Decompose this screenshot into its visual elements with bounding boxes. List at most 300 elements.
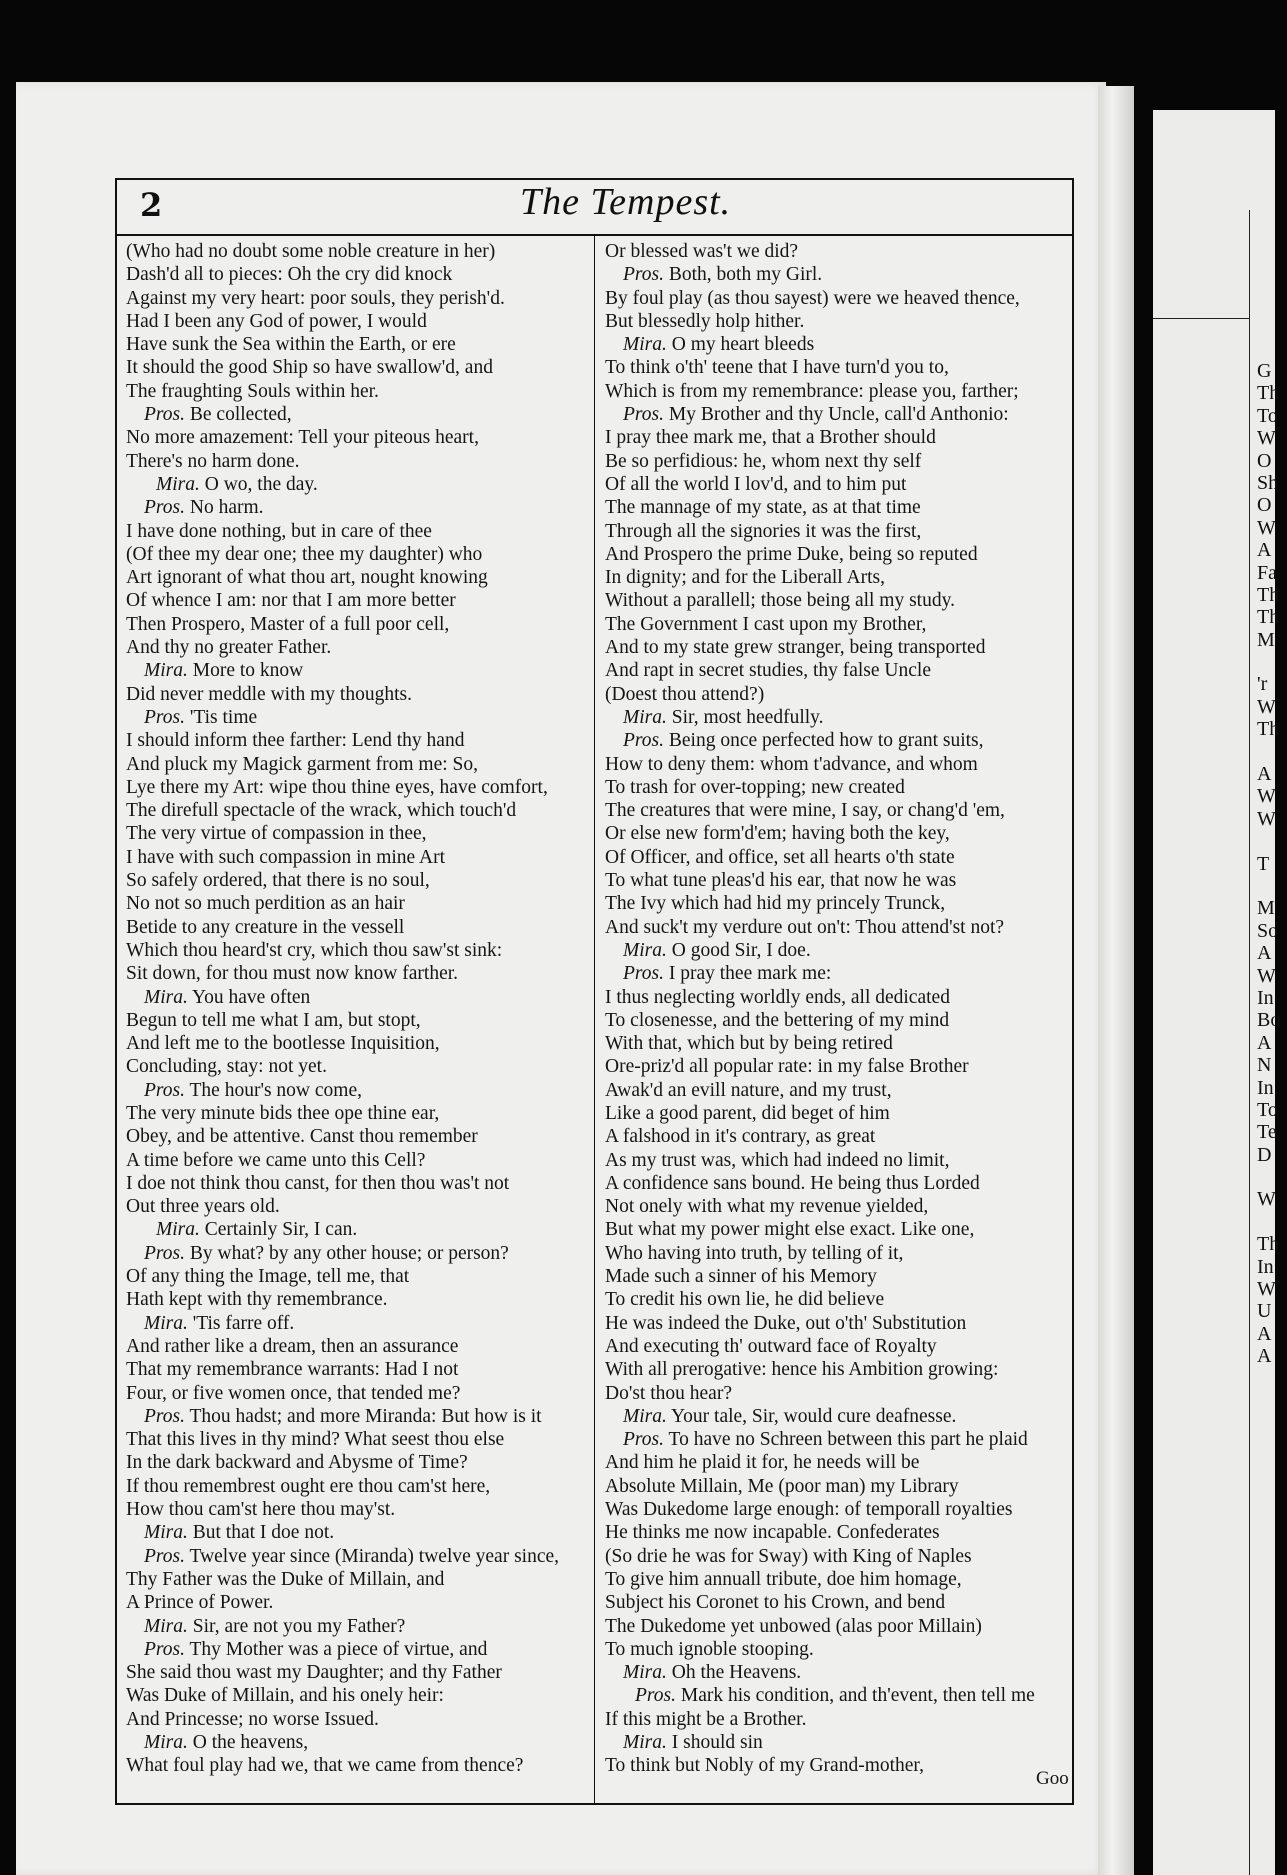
adjacent-page-fragment: In [1257,986,1274,1009]
line-text: The Government I cast upon my Brother, [605,613,927,635]
line-text: Concluding, stay: not yet. [126,1056,327,1078]
text-line [126,1545,592,1568]
speaker-name: Pros. [144,1545,185,1567]
text-line [605,1521,1071,1544]
text-line [605,1195,1071,1218]
line-text: Not onely with what my revenue yielded, [605,1196,929,1218]
speaker-name: Pros. [635,1685,676,1707]
adjacent-page-fragment: Th [1257,718,1280,741]
line-text: Lye there my Art: wipe thou thine eyes, have comfort, [126,776,548,798]
line-text: O wo, the day. [199,473,318,495]
page-number: 2 [140,186,163,224]
adjacent-page-fragment: M [1257,897,1275,920]
text-line [126,1521,592,1544]
line-text: Or blessed was't we did? [605,241,799,262]
line-text: In the dark backward and Abysme of Time? [126,1452,468,1474]
line-text: The mannage of my state, as at that time [605,497,921,519]
line-text: A Prince of Power. [126,1592,274,1614]
text-line [126,1428,592,1451]
text-line [605,683,1071,706]
text-line [605,287,1071,310]
text-line [605,1102,1071,1125]
line-text: The very virtue of compassion in thee, [126,823,427,845]
text-line [605,846,1071,869]
line-text: And thy no greater Father. [126,637,332,659]
text-line [605,1032,1071,1055]
text-line [126,1731,592,1754]
line-text: To have no Schreen between this part he plaid [664,1429,1028,1451]
adjacent-page-fragment: M [1257,628,1275,651]
text-line [126,589,592,612]
text-line [126,1661,592,1684]
line-text: Ore-priz'd all popular rate: in my false Brother [605,1056,969,1078]
catchword: Goo [1036,1768,1069,1789]
text-line [605,1265,1071,1288]
running-title: The Tempest. [520,181,732,223]
line-text: Of any thing the Image, tell me, that [126,1266,410,1288]
text-line [605,1498,1071,1521]
text-line [605,1335,1071,1358]
text-line [126,473,592,496]
line-text: Dash'd all to pieces: Oh the cry did knock [126,264,453,286]
line-text: And rather like a dream, then an assurance [126,1335,459,1357]
text-line [126,1009,592,1032]
adjacent-page-fragment: To [1257,1098,1278,1121]
line-text: She said thou wast my Daughter; and thy Father [126,1662,502,1684]
text-line [605,659,1071,682]
line-text: My Brother and thy Uncle, call'd Anthonio: [664,404,1009,426]
adjacent-page-fragment: A [1257,1322,1272,1345]
line-text: Which thou heard'st cry, which thou saw'st sink: [126,939,503,961]
line-text: Sir, are not you my Father? [187,1615,406,1637]
text-line [605,1684,1071,1707]
text-line [126,263,592,286]
line-text: There's no harm done. [126,450,300,472]
line-text: Was Dukedome large enough: of temporall royalties [605,1499,1013,1521]
line-text: O my heart bleeds [666,334,815,356]
adjacent-page-fragment: Bo [1257,1009,1281,1032]
text-line [126,1218,592,1241]
text-line [126,776,592,799]
line-text: And him he plaid it for, he needs will be [605,1452,920,1474]
line-text: Sit down, for thou must now know farther. [126,963,459,985]
text-line [126,636,592,659]
adjacent-page-fragment [1257,741,1287,763]
adjacent-page-fragment: U [1257,1300,1272,1323]
text-line [126,380,592,403]
line-text: O the heavens, [187,1732,309,1753]
line-text: And Princesse; no worse Issued. [126,1708,379,1730]
line-text: (Who had no doubt some noble creature in her) [126,241,496,262]
text-line [126,1265,592,1288]
speaker-name: Mira. [144,660,188,682]
text-line [605,776,1071,799]
text-line [605,520,1071,543]
speaker-name: Pros. [623,264,664,286]
line-text: The hour's now come, [185,1079,362,1101]
text-line [126,1754,592,1777]
text-line [605,1545,1071,1568]
adjacent-page-fragment: W [1257,695,1276,718]
text-line [126,869,592,892]
speaker-name: Mira. [623,939,667,961]
line-text: No more amazement: Tell your piteous heart, [126,427,479,449]
line-text: How thou cam'st here thou may'st. [126,1499,396,1521]
text-line [126,1591,592,1614]
text-line [126,1684,592,1707]
adjacent-page-fragment: A [1257,1031,1272,1054]
line-text: I should inform thee farther: Lend thy hand [126,730,465,752]
line-text: If this might be a Brother. [605,1708,807,1730]
text-line [126,729,592,752]
speaker-name: Pros. [144,497,185,519]
speaker-name: Mira. [623,1405,667,1427]
left-column [126,240,592,1778]
line-text: It should the good Ship so have swallow'd, and [126,357,493,379]
text-line [605,380,1071,403]
text-line [126,1638,592,1661]
text-line [126,846,592,869]
line-text: Did never meddle with my thoughts. [126,683,412,705]
text-line [605,1055,1071,1078]
text-line [605,496,1071,519]
line-text: To credit his own lie, he did believe [605,1289,885,1311]
text-line [605,263,1071,286]
text-line [605,356,1071,379]
adjacent-page-fragment: Th [1257,382,1280,405]
adjacent-page-text [1257,360,1287,1368]
text-line [126,426,592,449]
text-line [126,1125,592,1148]
text-line [126,986,592,1009]
adjacent-page-fragment: W [1257,427,1276,450]
text-line [126,1055,592,1078]
line-text: The very minute bids thee ope thine ear, [126,1102,440,1124]
line-text: And pluck my Magick garment from me: So, [126,753,479,775]
text-line [126,240,592,263]
line-text: Sir, most heedfully. [666,706,824,728]
speaker-name: Pros. [623,1429,664,1451]
line-text: Four, or five women once, that tended me? [126,1382,461,1404]
speaker-name: Pros. [144,1242,185,1264]
line-text: That my remembrance warrants: Had I not [126,1359,459,1381]
line-text: Or else new form'd'em; having both the key, [605,823,950,845]
text-line [605,613,1071,636]
line-text: Out three years old. [126,1196,280,1218]
line-text: Obey, and be attentive. Canst thou remember [126,1126,478,1148]
text-line [605,1125,1071,1148]
line-text: Who having into truth, by telling of it, [605,1242,904,1264]
line-text: Thy Mother was a piece of virtue, and [185,1638,488,1660]
text-line [126,659,592,682]
text-line [605,1754,1071,1777]
adjacent-page-fragment: W [1257,807,1276,830]
line-text: The creatures that were mine, I say, or chang'd 'em, [605,800,1005,822]
line-text: A time before we came unto this Cell? [126,1149,426,1171]
line-text: More to know [187,660,304,682]
text-line [126,939,592,962]
text-line [126,753,592,776]
line-text: Thou hadst; and more Miranda: But how is it [185,1405,542,1427]
line-text: Mark his condition, and th'event, then tell me [676,1685,1035,1707]
text-line [126,356,592,379]
text-line [126,566,592,589]
line-text: Oh the Heavens. [666,1662,802,1684]
adjacent-page-rule [1249,210,1250,1875]
text-line [126,706,592,729]
speaker-name: Mira. [156,473,200,495]
text-line [126,1102,592,1125]
text-line [605,1218,1071,1241]
text-line [605,473,1071,496]
text-line [605,426,1071,449]
text-line [605,1451,1071,1474]
text-line [605,1358,1071,1381]
line-text: With all prerogative: hence his Ambition growing: [605,1359,999,1381]
text-line [126,543,592,566]
adjacent-page-fragment [1257,1211,1287,1233]
adjacent-page-header-rule [1153,318,1250,319]
text-line [126,1382,592,1405]
speaker-name: Pros. [623,730,664,752]
line-text: Against my very heart: poor souls, they perish'd. [126,287,505,309]
text-line [126,520,592,543]
text-line [605,310,1071,333]
text-line [126,310,592,333]
text-line [126,1079,592,1102]
adjacent-page-fragment: Te [1257,1121,1277,1144]
speaker-name: Mira. [144,1312,188,1334]
text-line [126,822,592,845]
text-line [126,1195,592,1218]
text-line [126,1475,592,1498]
adjacent-page-fragment [1257,1166,1287,1188]
adjacent-page-fragment: In [1257,1255,1274,1278]
page-fold [1098,86,1134,1875]
text-line [126,1568,592,1591]
line-text: How to deny them: whom t'advance, and whom [605,753,978,775]
line-text: Hath kept with thy remembrance. [126,1289,388,1311]
text-line [126,1451,592,1474]
line-text: That this lives in thy mind? What seest thou else [126,1429,505,1451]
adjacent-page-fragment [1257,830,1287,852]
line-text: (Doest thou attend?) [605,683,765,705]
text-line [605,636,1071,659]
text-line [605,1731,1071,1754]
text-line [605,939,1071,962]
text-line [605,1568,1071,1591]
line-text: Of Officer, and office, set all hearts o'th state [605,846,955,868]
speaker-name: Mira. [623,706,667,728]
line-text: Begun to tell me what I am, but stopt, [126,1009,421,1031]
line-text: I pray thee mark me: [664,963,832,985]
adjacent-page-fragment: W [1257,785,1276,808]
text-line [605,543,1071,566]
line-text: Betide to any creature in the vessell [126,916,405,938]
text-line [605,822,1071,845]
adjacent-page [1153,110,1281,1875]
text-line [126,683,592,706]
line-text: If thou remembrest ought ere thou cam'st here, [126,1475,491,1497]
adjacent-page-fragment: N [1257,1054,1272,1077]
line-text: By foul play (as thou sayest) were we heaved thence, [605,287,1020,309]
adjacent-page-fragment: Th [1257,583,1280,606]
text-line [605,753,1071,776]
adjacent-page-fragment: A [1257,539,1272,562]
line-text: Being once perfected how to grant suits, [664,730,984,752]
text-line [126,1242,592,1265]
line-text: Art ignorant of what thou art, nought knowing [126,567,488,589]
text-line [126,1405,592,1428]
line-text: I have done nothing, but in care of thee [126,520,432,542]
line-text: In dignity; and for the Liberall Arts, [605,567,885,589]
line-text: As my trust was, which had indeed no limit, [605,1149,950,1171]
adjacent-page-fragment [1257,875,1287,897]
line-text: To think o'th' teene that I have turn'd you to, [605,357,949,379]
adjacent-page-fragment: W [1257,964,1276,987]
line-text: The fraughting Souls within her. [126,380,379,402]
line-text: Then Prospero, Master of a full poor cell, [126,613,450,635]
line-text: But that I doe not. [187,1522,335,1544]
text-line [126,1149,592,1172]
line-text: (So drie he was for Sway) with King of Naples [605,1545,972,1567]
line-text: And left me to the bootlesse Inquisition, [126,1033,440,1055]
text-line [126,1312,592,1335]
text-line [126,1032,592,1055]
text-line [605,1661,1071,1684]
line-text: I thus neglecting worldly ends, all dedicated [605,986,950,1008]
line-text: What foul play had we, that we came from thence? [126,1755,524,1777]
text-line [605,892,1071,915]
speaker-name: Mira. [623,1662,667,1684]
speaker-name: Pros. [144,706,185,728]
text-line [605,1428,1071,1451]
line-text: A confidence sans bound. He being thus Lorded [605,1172,980,1194]
line-text: By what? by any other house; or person? [185,1242,509,1264]
text-line [605,1405,1071,1428]
adjacent-page-fragment: W [1257,1278,1276,1301]
adjacent-page-fragment: A [1257,942,1272,965]
line-text: But blessedly holp hither. [605,310,805,332]
adjacent-page-fragment: Th [1257,606,1280,629]
speaker-name: Mira. [144,1615,188,1637]
text-line [126,450,592,473]
text-line [126,1172,592,1195]
text-line [126,1288,592,1311]
text-line [126,799,592,822]
speaker-name: Mira. [623,1732,667,1753]
adjacent-page-fragment: D [1257,1143,1272,1166]
text-line [605,1079,1071,1102]
line-text: I should sin [666,1732,763,1753]
text-line [126,892,592,915]
line-text: To give him annuall tribute, doe him homage, [605,1568,962,1590]
text-line [605,240,1071,263]
line-text: O good Sir, I doe. [666,939,811,961]
adjacent-page-fragment: O [1257,494,1272,517]
adjacent-page-fragment: W [1257,516,1276,539]
text-line [605,566,1071,589]
line-text: I pray thee mark me, that a Brother should [605,427,936,449]
text-line [605,729,1071,752]
line-text: Of whence I am: nor that I am more better [126,590,456,612]
column-divider [594,236,595,1803]
line-text: Thy Father was the Duke of Millain, and [126,1568,445,1590]
line-text: And suck't my verdure out on't: Thou attend'st not? [605,916,1005,938]
text-line [605,706,1071,729]
line-text: I have with such compassion in mine Art [126,846,445,868]
line-text: Twelve year since (Miranda) twelve year since, [185,1545,560,1567]
text-line [605,1288,1071,1311]
line-text: And executing th' outward face of Royalty [605,1335,937,1357]
text-line [605,1242,1071,1265]
text-line [126,1708,592,1731]
text-line [605,1009,1071,1032]
line-text: To trash for over-topping; new created [605,776,905,798]
line-text: Of all the world I lov'd, and to him put [605,473,907,495]
adjacent-page-fragment: To [1257,404,1278,427]
line-text: Awak'd an evill nature, and my trust, [605,1079,892,1101]
text-line [126,287,592,310]
line-text: To much ignoble stooping. [605,1638,814,1660]
line-text: I doe not think thou canst, for then thou was't not [126,1172,510,1194]
text-line [605,869,1071,892]
text-line [605,1615,1071,1638]
adjacent-page-fragment: Sh [1257,471,1279,494]
text-line [605,1172,1071,1195]
line-text: Without a parallell; those being all my study. [605,590,955,612]
text-line [605,1708,1071,1731]
adjacent-page-fragment: Th [1257,1233,1280,1256]
line-text: Certainly Sir, I can. [199,1219,358,1241]
text-line [126,333,592,356]
line-text: But what my power might else exact. Like one, [605,1219,975,1241]
text-line [126,496,592,519]
line-text: Your tale, Sir, would cure deafnesse. [666,1405,957,1427]
text-line [605,403,1071,426]
text-line [605,1382,1071,1405]
line-text: Was Duke of Millain, and his onely heir: [126,1685,444,1707]
speaker-name: Mira. [144,1732,188,1753]
text-line [126,962,592,985]
text-line [605,1149,1071,1172]
line-text: Have sunk the Sea within the Earth, or ere [126,334,456,356]
line-text: He was indeed the Duke, out o'th' Substitution [605,1312,967,1334]
text-line [605,916,1071,939]
speaker-name: Pros. [144,1638,185,1660]
text-line [605,1312,1071,1335]
speaker-name: Mira. [144,1522,188,1544]
line-text: A falshood in it's contrary, as great [605,1126,876,1148]
speaker-name: Mira. [156,1219,200,1241]
adjacent-page-fragment: 'r [1257,673,1268,696]
text-line [126,916,592,939]
text-line [605,986,1071,1009]
line-text: To think but Nobly of my Grand-mother, [605,1755,925,1777]
text-line [605,1475,1071,1498]
line-text: Made such a sinner of his Memory [605,1266,877,1288]
speaker-name: Pros. [144,404,185,426]
line-text: Do'st thou hear? [605,1382,732,1404]
text-line [605,333,1071,356]
line-text: Which is from my remembrance: please you, farther; [605,380,1019,402]
line-text: Be so perfidious: he, whom next thy self [605,450,922,472]
text-line [126,403,592,426]
adjacent-page-fragment: A [1257,1345,1272,1368]
speaker-name: Mira. [623,334,667,356]
line-text: With that, which but by being retired [605,1033,893,1055]
speaker-name: Pros. [623,963,664,985]
